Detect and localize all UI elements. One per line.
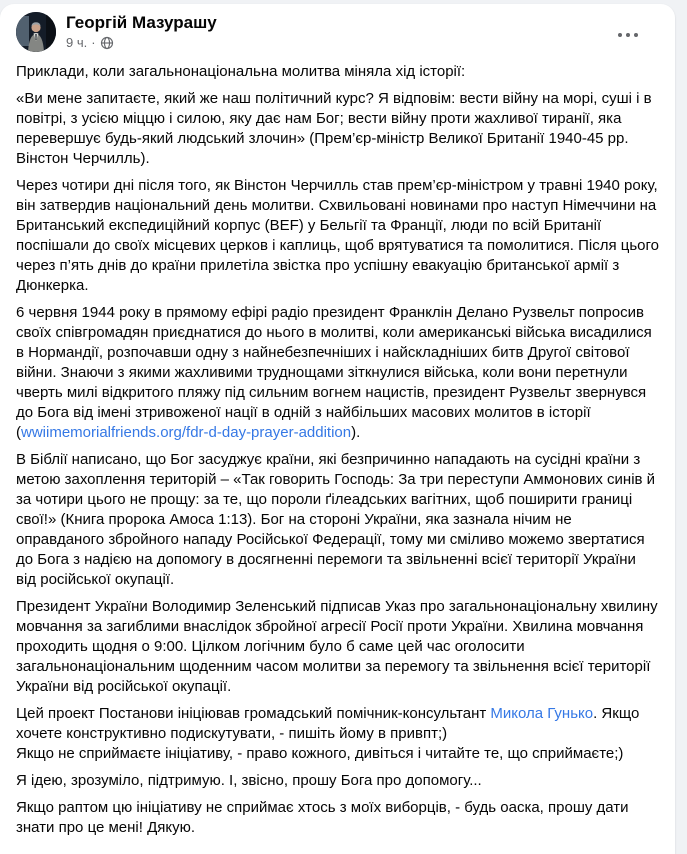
inline-link[interactable]: Микола Гунько	[490, 705, 594, 722]
post-card	[0, 4, 675, 854]
post-paragraph: Цей проект Постанови ініціював громадський помічник-консультант Микола Гунько. Якщо хочете конструктивно подискутувати, - пишіть йому в привпт;) Якщо не сприймаєте ініціативу, - право кожного, дивіться і читайте те, що сприймаєте;)	[16, 705, 640, 762]
post-paragraph: Я ідею, зрозуміло, підтримую. І, звісно, прошу Бога про допомогу...	[16, 772, 482, 789]
ellipsis-icon	[618, 33, 638, 37]
timestamp-text: 9 ч.	[66, 35, 88, 50]
post-paragraph: 6 червня 1944 року в прямому ефірі радіо президент Франклін Делано Рузвельт попросив своїх співгромадян приєднатися до нього в молитві, коли американські війська висадилися в Нормандії, розпочавши одну з найнебезпечніших і найскладніших битв Другої світової війни. Знаючи з якими жахливими труднощами зіткнулися війська, коли вони перетнули чверть милі відкритого пляжу під сильним вогнем нацистів, президент Рузвельт звернувся до Бога від імені зтривоженої нації в одній з найбільших масових молитов в історії (wwiimemorialfriends.org/fdr-d-day-prayer-addition).	[16, 304, 652, 441]
timestamp[interactable]	[66, 34, 611, 51]
globe-icon	[100, 36, 114, 50]
header-meta	[66, 12, 611, 51]
post-paragraph: Якщо раптом цю ініціативу не сприймає хтось з моїх виборців, - будь оаска, прошу дати знати про це мені! Дякую.	[16, 799, 629, 836]
post-header	[0, 4, 675, 56]
author-name[interactable]: Георгій Мазурашу	[66, 13, 217, 32]
meta-separator: ·	[91, 35, 96, 50]
post-paragraph: Президент України Володимир Зеленський підписав Указ про загальнонаціональну хвилину мовчання за загиблими внаслідок збройної агресії Росії проти України. Хвилина мовчання проходить щодня о 9:00. Цілком логічним було б саме цей час оголосити загальнонаціональним щоденним часом молитви за перемогу та звільнення всієї території України від російської окупації.	[16, 598, 658, 695]
post-paragraph: «Ви мене запитаєте, який же наш політичний курс? Я відповім: вести війну на морі, суші і в повітрі, з усією міццю і силою, яку дає нам Бог; вести війну проти жахливої тиранії, яка перевершує будь-який людський злочин» (Прем’єр-міністр Великої Британії 1940-45 рр. Вінстон Черчилль).	[16, 90, 652, 167]
post-paragraph: В Біблії написано, що Бог засуджує країни, які безпричинно нападають на сусідні країни з метою захоплення територій – «Так говорить Господь: За три переступи Аммонових синів й за чотири цього не прощу: за те, що пороли ґілеадських вагітних, щоб поширити границі свої!» (Книга пророка Амоса 1:13). Бог на стороні України, яка зазнала нічим не оправданого збройного нападу Російської Федерації, тому ми сміливо можемо звертатися до Бога з надією на допомогу в досягненні перемоги та звільненні всієї території України від російської окупації.	[16, 451, 656, 588]
avatar[interactable]	[16, 12, 56, 52]
post-menu-button[interactable]	[611, 18, 645, 52]
post-paragraph: Приклади, коли загальнонаціональна молитва міняла хід історії:	[16, 63, 466, 80]
inline-link[interactable]: wwiimemorialfriends.org/fdr-d-day-prayer-addition	[21, 424, 352, 441]
avatar-photo	[16, 12, 56, 52]
post-paragraph: Через чотири дні після того, як Вінстон Черчилль став прем’єр-міністром у травні 1940 року, він затвердив національний день молитви. Схвильовані новинами про наступ Німеччини на Британський експедиційний корпус (BEF) у Бельгії та Франції, люди по всій Британії поспішали до своїх місцевих церков і каплиць, щоб врятуватися та помолитися. Після цього через п’ять днів до країни прилетіла звістка про успішну евакуацію британської армії з Дюнкерка.	[16, 177, 659, 294]
post-text	[0, 56, 675, 838]
